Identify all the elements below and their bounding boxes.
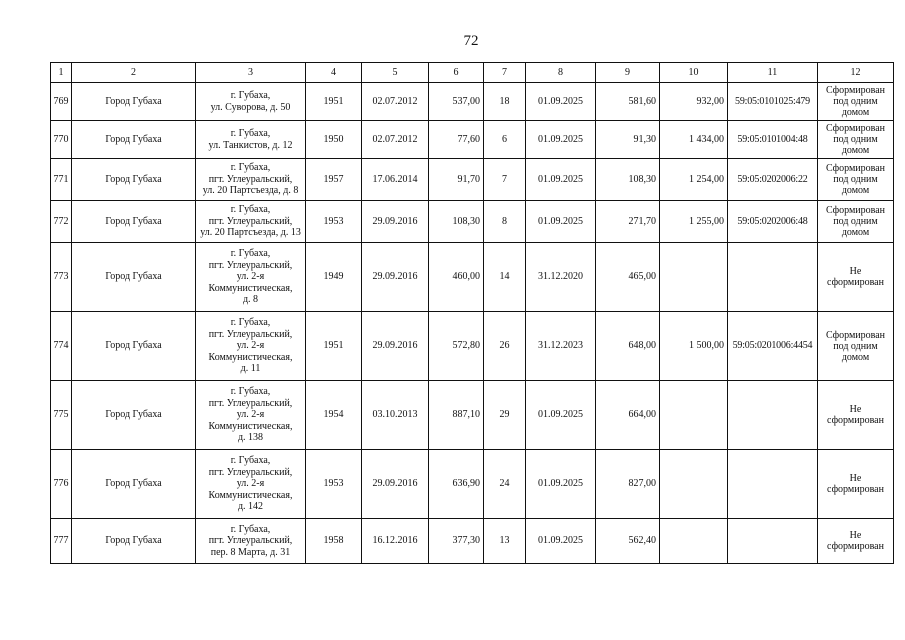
housing-register-table (50, 62, 894, 564)
column-header: 12 (818, 63, 894, 83)
column-header: 11 (728, 63, 818, 83)
address-cell-line: г. Губаха, (230, 455, 271, 467)
address-cell-line: пгт. Углеуральский, (208, 259, 293, 271)
land-status-cell (818, 121, 894, 159)
land-status-cell-line: домом (841, 145, 870, 156)
land-area-cell: 1 255,00 (660, 201, 728, 243)
residents-cell: 7 (484, 159, 526, 201)
date-recognized-cell: 17.06.2014 (362, 159, 429, 201)
area-total-cell: 460,00 (429, 243, 484, 312)
cadastral-number-cell (728, 450, 818, 519)
land-status-cell-line: Сформирован (825, 329, 886, 341)
land-status-cell-line: Сформирован (825, 85, 886, 96)
address-cell-line: д. 8 (242, 294, 259, 306)
column-header: 10 (660, 63, 728, 83)
address-cell-line: г. Губаха, (230, 128, 271, 139)
municipality-cell: Город Губаха (72, 519, 196, 564)
address-cell (196, 381, 306, 450)
year-built-cell: 1953 (306, 201, 362, 243)
residents-cell: 26 (484, 312, 526, 381)
resettlement-date-cell: 01.09.2025 (526, 201, 596, 243)
area-living-cell: 648,00 (596, 312, 660, 381)
land-status-cell-line: домом (841, 185, 870, 196)
address-cell-line: ул. 2-я (236, 271, 265, 283)
municipality-cell: Город Губаха (72, 450, 196, 519)
address-cell-line: Коммунистическая, (208, 420, 293, 432)
resettlement-date-cell: 01.09.2025 (526, 159, 596, 201)
residents-cell: 24 (484, 450, 526, 519)
land-status-cell-line: сформирован (827, 277, 884, 288)
table-row (51, 450, 894, 519)
area-total-cell: 77,60 (429, 121, 484, 159)
address-cell-line: д. 142 (237, 501, 264, 513)
land-area-cell (660, 519, 728, 564)
column-header: 4 (306, 63, 362, 83)
year-built-cell: 1950 (306, 121, 362, 159)
land-area-cell (660, 243, 728, 312)
column-header: 9 (596, 63, 660, 83)
address-cell-line: г. Губаха, (230, 90, 271, 101)
address-cell (196, 83, 306, 121)
land-status-cell-line: под одним (833, 96, 878, 107)
date-recognized-cell: 29.09.2016 (362, 243, 429, 312)
area-total-cell: 91,70 (429, 159, 484, 201)
year-built-cell: 1953 (306, 450, 362, 519)
column-header: 1 (51, 63, 72, 83)
resettlement-date-cell: 01.09.2025 (526, 519, 596, 564)
land-status-cell (818, 450, 894, 519)
cadastral-number-cell: 59:05:0101004:48 (728, 121, 818, 159)
area-total-cell: 636,90 (429, 450, 484, 519)
table-row (51, 201, 894, 243)
year-built-cell: 1951 (306, 83, 362, 121)
column-header: 5 (362, 63, 429, 83)
land-status-cell-line: Не (849, 266, 862, 277)
area-living-cell: 562,40 (596, 519, 660, 564)
resettlement-date-cell: 31.12.2020 (526, 243, 596, 312)
land-status-cell-line: Сформирован (825, 205, 886, 216)
land-status-cell (818, 312, 894, 381)
municipality-cell: Город Губаха (72, 159, 196, 201)
resettlement-date-cell: 01.09.2025 (526, 450, 596, 519)
land-status-cell-line: Сформирован (825, 163, 886, 174)
land-status-cell-line: под одним (833, 216, 878, 227)
area-total-cell: 887,10 (429, 381, 484, 450)
row-number-cell: 775 (51, 381, 72, 450)
column-header: 7 (484, 63, 526, 83)
municipality-cell: Город Губаха (72, 201, 196, 243)
land-status-cell-line: Сформирован (825, 123, 886, 134)
table-row (51, 121, 894, 159)
row-number-cell: 773 (51, 243, 72, 312)
address-cell-line: пгт. Углеуральский, (208, 328, 293, 340)
land-status-cell-line: Не (849, 473, 862, 484)
address-cell (196, 201, 306, 243)
year-built-cell: 1958 (306, 519, 362, 564)
cadastral-number-cell (728, 381, 818, 450)
table-row (51, 381, 894, 450)
address-cell-line: пгт. Углеуральский, (208, 397, 293, 409)
municipality-cell: Город Губаха (72, 83, 196, 121)
cadastral-number-cell: 59:05:0101025:479 (728, 83, 818, 121)
address-cell-line: пгт. Углеуральский, (208, 535, 293, 547)
address-cell-line: Коммунистическая, (208, 351, 293, 363)
address-cell (196, 243, 306, 312)
municipality-cell: Город Губаха (72, 312, 196, 381)
land-status-cell-line: домом (841, 107, 870, 118)
cadastral-number-cell: 59:05:0202006:22 (728, 159, 818, 201)
address-cell-line: пгт. Углеуральский, (208, 466, 293, 478)
table-body (51, 83, 894, 564)
column-header: 8 (526, 63, 596, 83)
row-number-cell: 769 (51, 83, 72, 121)
page-number: 72 (463, 33, 479, 49)
cadastral-number-cell (728, 519, 818, 564)
municipality-cell: Город Губаха (72, 243, 196, 312)
table-row (51, 83, 894, 121)
address-cell-line: Коммунистическая, (208, 282, 293, 294)
land-area-cell: 1 434,00 (660, 121, 728, 159)
date-recognized-cell: 29.09.2016 (362, 201, 429, 243)
residents-cell: 14 (484, 243, 526, 312)
land-status-cell (818, 243, 894, 312)
date-recognized-cell: 29.09.2016 (362, 312, 429, 381)
address-cell-line: Коммунистическая, (208, 489, 293, 501)
address-cell-line: ул. 2-я (236, 478, 265, 490)
address-cell (196, 159, 306, 201)
area-total-cell: 572,80 (429, 312, 484, 381)
land-status-cell (818, 519, 894, 564)
land-status-cell-line: Не (849, 530, 862, 541)
date-recognized-cell: 03.10.2013 (362, 381, 429, 450)
address-cell-line: г. Губаха, (230, 386, 271, 398)
municipality-cell: Город Губаха (72, 121, 196, 159)
address-cell-line: ул. Танкистов, д. 12 (208, 139, 293, 151)
address-cell (196, 519, 306, 564)
address-cell-line: ул. Суворова, д. 50 (210, 101, 291, 113)
date-recognized-cell: 02.07.2012 (362, 121, 429, 159)
date-recognized-cell: 02.07.2012 (362, 83, 429, 121)
land-status-cell-line: домом (841, 227, 870, 238)
address-cell-line: пер. 8 Марта, д. 31 (210, 546, 291, 558)
land-status-cell-line: под одним (833, 340, 878, 352)
address-cell-line: ул. 20 Партсъезда, д. 13 (200, 227, 301, 239)
row-number-cell: 771 (51, 159, 72, 201)
area-living-cell: 271,70 (596, 201, 660, 243)
area-living-cell: 664,00 (596, 381, 660, 450)
column-header: 6 (429, 63, 484, 83)
address-cell (196, 121, 306, 159)
land-area-cell: 1 500,00 (660, 312, 728, 381)
land-status-cell-line: сформирован (827, 484, 884, 495)
land-status-cell-line: под одним (833, 174, 878, 185)
address-cell-line: ул. 2-я (236, 340, 265, 352)
area-living-cell: 91,30 (596, 121, 660, 159)
land-area-cell: 932,00 (660, 83, 728, 121)
year-built-cell: 1957 (306, 159, 362, 201)
address-cell-line: г. Губаха, (230, 317, 271, 329)
land-area-cell (660, 450, 728, 519)
residents-cell: 13 (484, 519, 526, 564)
address-cell-line: г. Губаха, (230, 523, 271, 535)
residents-cell: 6 (484, 121, 526, 159)
year-built-cell: 1954 (306, 381, 362, 450)
resettlement-date-cell: 01.09.2025 (526, 381, 596, 450)
column-header: 2 (72, 63, 196, 83)
table-row (51, 159, 894, 201)
land-area-cell: 1 254,00 (660, 159, 728, 201)
land-status-cell (818, 201, 894, 243)
land-status-cell-line: под одним (833, 134, 878, 145)
address-cell-line: ул. 2-я (236, 409, 265, 421)
land-status-cell (818, 381, 894, 450)
area-total-cell: 377,30 (429, 519, 484, 564)
date-recognized-cell: 29.09.2016 (362, 450, 429, 519)
column-header: 3 (196, 63, 306, 83)
address-cell-line: пгт. Углеуральский, (208, 173, 293, 185)
address-cell-line: ул. 20 Партсъезда, д. 8 (202, 185, 299, 197)
address-cell-line: д. 138 (237, 432, 264, 444)
row-number-cell: 774 (51, 312, 72, 381)
area-living-cell: 581,60 (596, 83, 660, 121)
area-total-cell: 108,30 (429, 201, 484, 243)
area-living-cell: 108,30 (596, 159, 660, 201)
residents-cell: 8 (484, 201, 526, 243)
municipality-cell: Город Губаха (72, 381, 196, 450)
year-built-cell: 1949 (306, 243, 362, 312)
residents-cell: 29 (484, 381, 526, 450)
address-cell-line: пгт. Углеуральский, (208, 215, 293, 227)
address-cell-line: д. 11 (240, 363, 261, 375)
land-status-cell (818, 159, 894, 201)
cadastral-number-cell: 59:05:0201006:4454 (728, 312, 818, 381)
row-number-cell: 777 (51, 519, 72, 564)
table-row (51, 243, 894, 312)
row-number-cell: 770 (51, 121, 72, 159)
land-area-cell (660, 381, 728, 450)
resettlement-date-cell: 31.12.2023 (526, 312, 596, 381)
address-cell-line: г. Губаха, (230, 248, 271, 260)
table-row (51, 519, 894, 564)
address-cell (196, 312, 306, 381)
year-built-cell: 1951 (306, 312, 362, 381)
address-cell-line: г. Губаха, (230, 204, 271, 216)
address-cell-line: г. Губаха, (230, 162, 271, 174)
land-status-cell-line: сформирован (827, 541, 884, 552)
land-status-cell-line: Не (849, 404, 862, 415)
area-living-cell: 465,00 (596, 243, 660, 312)
table-row (51, 312, 894, 381)
resettlement-date-cell: 01.09.2025 (526, 121, 596, 159)
address-cell (196, 450, 306, 519)
header-row (51, 63, 894, 83)
land-status-cell-line: домом (841, 351, 870, 363)
date-recognized-cell: 16.12.2016 (362, 519, 429, 564)
row-number-cell: 776 (51, 450, 72, 519)
resettlement-date-cell: 01.09.2025 (526, 83, 596, 121)
area-living-cell: 827,00 (596, 450, 660, 519)
land-status-cell-line: сформирован (827, 415, 884, 426)
cadastral-number-cell: 59:05:0202006:48 (728, 201, 818, 243)
cadastral-number-cell (728, 243, 818, 312)
area-total-cell: 537,00 (429, 83, 484, 121)
residents-cell: 18 (484, 83, 526, 121)
row-number-cell: 772 (51, 201, 72, 243)
land-status-cell (818, 83, 894, 121)
